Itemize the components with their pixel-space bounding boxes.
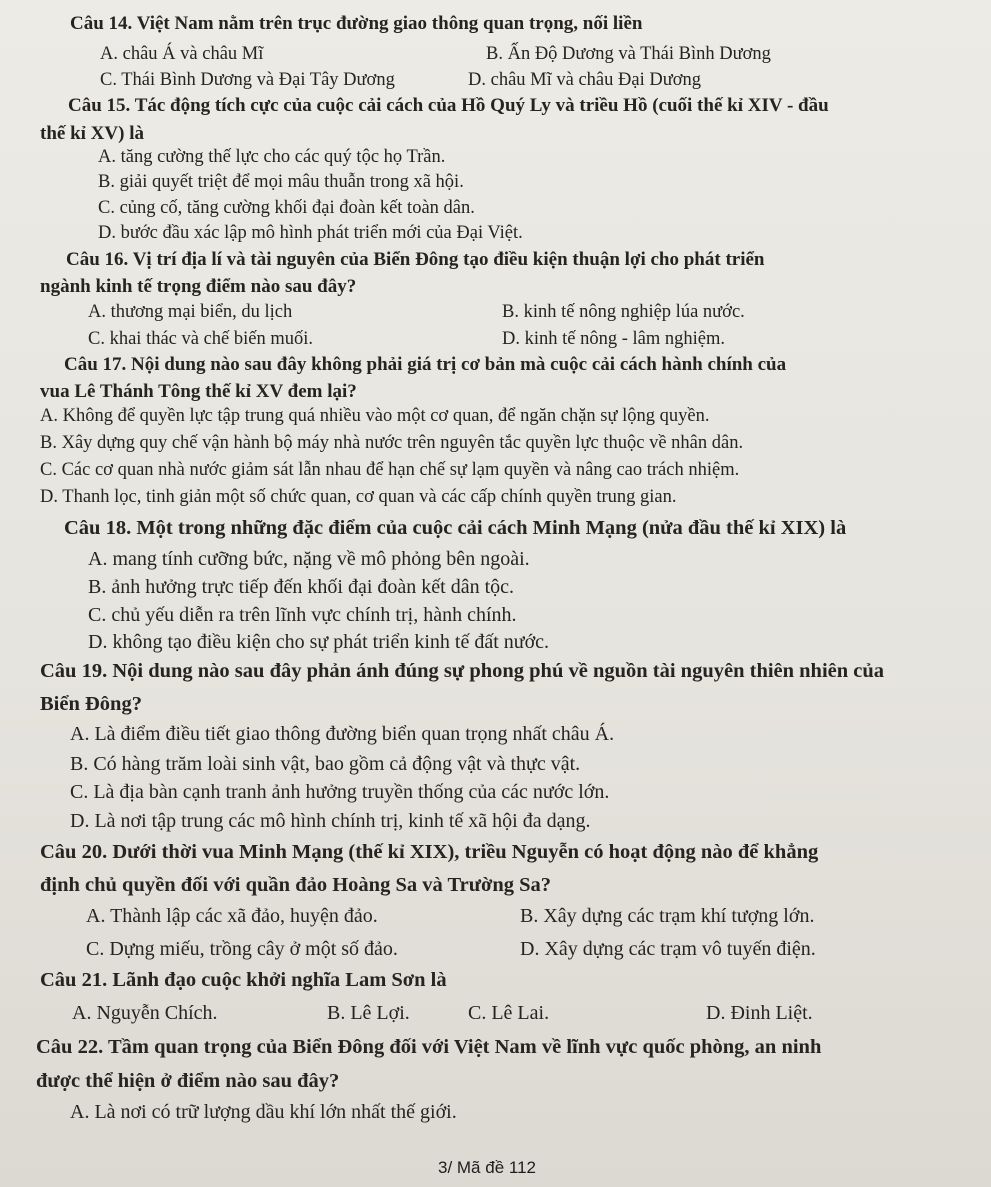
question-17-option-b: B. Xây dựng quy chế vận hành bộ máy nhà nước trên nguyên tắc quyền lực thuộc về nhân dân. bbox=[40, 433, 744, 453]
question-19-option-a: A. Là điểm điều tiết giao thông đường biển quan trọng nhất châu Á. bbox=[70, 723, 615, 745]
question-15-option-a: A. tăng cường thế lực cho các quý tộc họ Trần. bbox=[98, 147, 446, 167]
question-19-option-b: B. Có hàng trăm loài sinh vật, bao gồm cả động vật và thực vật. bbox=[70, 753, 581, 775]
page-footer: 3/ Mã đề 112 bbox=[438, 1158, 536, 1177]
question-21-option-a: A. Nguyễn Chích. bbox=[72, 1002, 218, 1024]
question-14-option-d: D. châu Mĩ và châu Đại Dương bbox=[468, 70, 702, 90]
question-16-option-a: A. thương mại biển, du lịch bbox=[88, 302, 293, 322]
question-14-option-a: A. châu Á và châu Mĩ bbox=[100, 44, 264, 64]
question-17-option-d: D. Thanh lọc, tinh giản một số chức quan, cơ quan và các cấp chính quyền trung gian. bbox=[40, 487, 677, 507]
question-19-stem-line-1: Câu 19. Nội dung nào sau đây phản ánh đúng sự phong phú về nguồn tài nguyên thiên nhiên của bbox=[40, 660, 885, 682]
question-20-option-a: A. Thành lập các xã đảo, huyện đảo. bbox=[86, 905, 378, 927]
question-21-option-c: C. Lê Lai. bbox=[468, 1002, 550, 1024]
question-14-stem: Câu 14. Việt Nam nằm trên trục đường giao thông quan trọng, nối liền bbox=[70, 13, 643, 34]
question-22-option-a: A. Là nơi có trữ lượng dầu khí lớn nhất thế giới. bbox=[70, 1101, 457, 1123]
question-15-option-b: B. giải quyết triệt để mọi mâu thuẫn trong xã hội. bbox=[98, 172, 464, 192]
question-16-option-d: D. kinh tế nông - lâm nghiệm. bbox=[502, 329, 725, 349]
question-19-option-d: D. Là nơi tập trung các mô hình chính trị, kinh tế xã hội đa dạng. bbox=[70, 810, 591, 832]
question-14-option-c: C. Thái Bình Dương và Đại Tây Dương bbox=[100, 70, 395, 90]
question-17-option-a: A. Không để quyền lực tập trung quá nhiều vào một cơ quan, để ngăn chặn sự lộng quyền. bbox=[40, 406, 710, 426]
question-22-stem-line-2: được thể hiện ở điểm nào sau đây? bbox=[36, 1070, 340, 1092]
question-17-stem-line-1: Câu 17. Nội dung nào sau đây không phải giá trị cơ bản mà cuộc cải cách hành chính của bbox=[64, 354, 787, 375]
question-18-option-b: B. ảnh hưởng trực tiếp đến khối đại đoàn kết dân tộc. bbox=[88, 576, 515, 598]
question-20-option-d: D. Xây dựng các trạm vô tuyến điện. bbox=[520, 938, 816, 960]
question-18-option-a: A. mang tính cưỡng bức, nặng về mô phỏng bên ngoài. bbox=[88, 548, 530, 570]
question-20-stem-line-1: Câu 20. Dưới thời vua Minh Mạng (thế kỉ XIX), triều Nguyễn có hoạt động nào để khẳng bbox=[40, 841, 819, 863]
question-14-option-b: B. Ấn Độ Dương và Thái Bình Dương bbox=[486, 44, 771, 64]
question-18-stem: Câu 18. Một trong những đặc điểm của cuộc cải cách Minh Mạng (nửa đầu thế kỉ XIX) là bbox=[64, 517, 847, 539]
question-21-option-b: B. Lê Lợi. bbox=[327, 1002, 410, 1024]
question-16-stem-line-2: ngành kinh tế trọng điểm nào sau đây? bbox=[40, 276, 357, 297]
question-15-option-d: D. bước đầu xác lập mô hình phát triển mới của Đại Việt. bbox=[98, 223, 523, 243]
question-19-option-c: C. Là địa bàn cạnh tranh ảnh hưởng truyền thống của các nước lớn. bbox=[70, 781, 610, 803]
question-22-stem-line-1: Câu 22. Tầm quan trọng của Biển Đông đối với Việt Nam về lĩnh vực quốc phòng, an ninh bbox=[36, 1036, 822, 1058]
question-16-option-c: C. khai thác và chế biến muối. bbox=[88, 329, 314, 349]
question-15-stem-line-1: Câu 15. Tác động tích cực của cuộc cải cách của Hồ Quý Ly và triều Hồ (cuối thế kỉ XIV - đầu bbox=[68, 95, 829, 116]
question-20-option-c: C. Dựng miếu, trồng cây ở một số đảo. bbox=[86, 938, 398, 960]
question-21-stem: Câu 21. Lãnh đạo cuộc khởi nghĩa Lam Sơn là bbox=[40, 969, 447, 991]
question-21-option-d: D. Đinh Liệt. bbox=[706, 1002, 813, 1024]
question-15-option-c: C. củng cố, tăng cường khối đại đoàn kết toàn dân. bbox=[98, 198, 475, 218]
question-17-option-c: C. Các cơ quan nhà nước giảm sát lẫn nhau để hạn chế sự lạm quyền và nâng cao trách nhiệm. bbox=[40, 460, 740, 480]
question-18-option-c: C. chủ yếu diễn ra trên lĩnh vực chính trị, hành chính. bbox=[88, 604, 517, 626]
question-20-stem-line-2: định chủ quyền đối với quần đảo Hoàng Sa và Trường Sa? bbox=[40, 874, 552, 896]
question-17-stem-line-2: vua Lê Thánh Tông thế kỉ XV đem lại? bbox=[40, 381, 357, 402]
question-20-option-b: B. Xây dựng các trạm khí tượng lớn. bbox=[520, 905, 815, 927]
question-19-stem-line-2: Biển Đông? bbox=[40, 693, 142, 715]
question-18-option-d: D. không tạo điều kiện cho sự phát triển kinh tế đất nước. bbox=[88, 631, 550, 653]
question-16-stem-line-1: Câu 16. Vị trí địa lí và tài nguyên của Biển Đông tạo điều kiện thuận lợi cho phát triển bbox=[66, 249, 765, 270]
question-15-stem-line-2: thế kỉ XV) là bbox=[40, 123, 144, 144]
question-16-option-b: B. kinh tế nông nghiệp lúa nước. bbox=[502, 302, 745, 322]
